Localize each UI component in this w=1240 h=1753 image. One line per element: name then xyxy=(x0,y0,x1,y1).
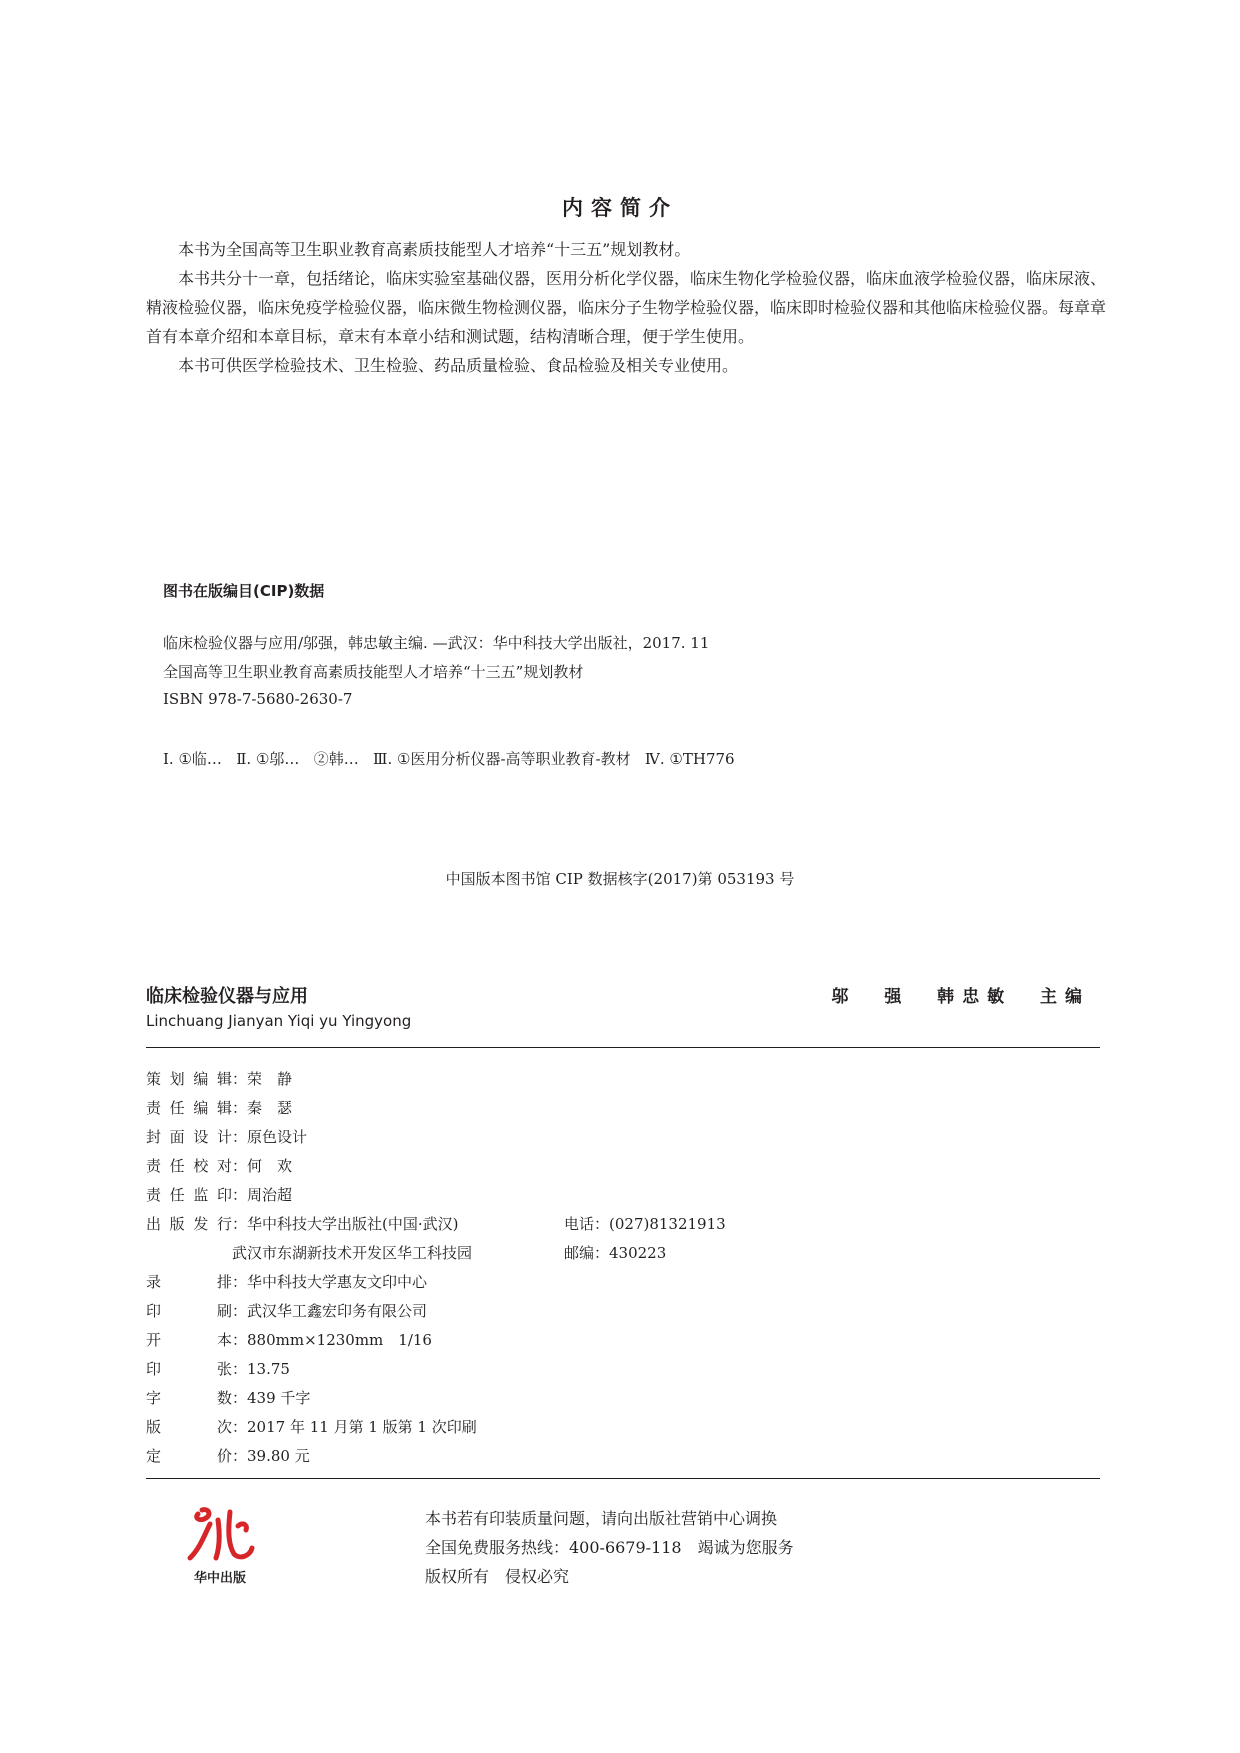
credit-row: 出版发行：华中科技大学出版社(中国·武汉) xyxy=(146,1215,459,1233)
notice-quality: 本书若有印装质量问题，请向出版社营销中心调换 xyxy=(425,1509,778,1528)
credit-label: 录排 xyxy=(146,1273,232,1291)
cip-classification: Ⅰ. ①临… Ⅱ. ①邬… ②韩… Ⅲ. ①医用分析仪器-高等职业教育-教材 Ⅳ. ①TH776 xyxy=(163,750,735,768)
book-title: 临床检验仪器与应用 xyxy=(146,986,308,1007)
credit-row: 责任校对：何 欢 xyxy=(146,1157,293,1175)
credit-value: 华中科技大学出版社(中国·武汉) xyxy=(247,1215,459,1233)
credit-value: 华中科技大学惠友文印中心 xyxy=(247,1273,428,1291)
publisher-logo-text: 华中出版 xyxy=(193,1571,247,1586)
book-pinyin: Linchuang Jianyan Yiqi yu Yingyong xyxy=(146,1012,412,1030)
credit-label: 出版发行 xyxy=(146,1215,232,1233)
cip-isbn: ISBN 978-7-5680-2630-7 xyxy=(163,690,353,708)
credit-label: 责任编辑 xyxy=(146,1099,232,1117)
credit-label: 开本 xyxy=(146,1331,232,1349)
cip-heading: 图书在版编目(CIP)数据 xyxy=(163,582,325,600)
credit-label: 版次 xyxy=(146,1418,232,1436)
credit-label: 印张 xyxy=(146,1360,232,1378)
credit-value: 周治超 xyxy=(247,1186,293,1204)
credit-row: 封面设计：原色设计 xyxy=(146,1128,308,1146)
credit-label: 策划编辑 xyxy=(146,1070,232,1088)
cip-line-2: 全国高等卫生职业教育高素质技能型人才培养“十三五”规划教材 xyxy=(163,663,584,681)
credit-row: 印张：13.75 xyxy=(146,1360,290,1378)
credit-value: 荣 静 xyxy=(247,1070,293,1088)
summary-paragraph-2: 本书共分十一章，包括绪论，临床实验室基础仪器，医用分析化学仪器，临床生物化学检验仪器，临床血液学检验仪器，临床尿液、精液检验仪器，临床免疫学检验仪器，临床微生物检测仪器，临床分子生物学检验仪器，临床即时检验仪器和其他临床检验仪器。每章章首有本章介绍和本章目标，章末有本章小结和测试题，结构清晰合理，便于学生使用。 xyxy=(146,269,1107,346)
credit-address: 武汉市东湖新技术开发区华工科技园 xyxy=(232,1244,473,1262)
book-editors: 邬 强 韩忠敏 主编 xyxy=(831,987,1090,1007)
credit-value: 何 欢 xyxy=(247,1157,293,1175)
credit-row: 印刷：武汉华工鑫宏印务有限公司 xyxy=(146,1302,428,1320)
credit-label: 责任校对 xyxy=(146,1157,232,1175)
divider-top xyxy=(146,1047,1100,1048)
credit-row: 开本：880mm×1230mm 1/16 xyxy=(146,1331,432,1349)
credit-value: 39.80 元 xyxy=(247,1447,310,1465)
credit-label: 封面设计 xyxy=(146,1128,232,1146)
credit-label: 字数 xyxy=(146,1389,232,1407)
cip-line-1: 临床检验仪器与应用/邬强，韩忠敏主编. —武汉：华中科技大学出版社，2017. 11 xyxy=(163,634,710,652)
credit-row: 策划编辑：荣 静 xyxy=(146,1070,293,1088)
credit-row: 责任监印：周治超 xyxy=(146,1186,293,1204)
credit-label: 印刷 xyxy=(146,1302,232,1320)
credit-value: 原色设计 xyxy=(247,1128,308,1146)
credit-value: 439 千字 xyxy=(247,1389,311,1407)
credit-value: 2017 年 11 月第 1 版第 1 次印刷 xyxy=(247,1418,477,1436)
contact-postcode: 邮编：430223 xyxy=(564,1244,667,1262)
publisher-logo xyxy=(180,1500,260,1590)
credit-row: 录排：华中科技大学惠友文印中心 xyxy=(146,1273,428,1291)
credit-label: 定价 xyxy=(146,1447,232,1465)
publisher-logo-icon xyxy=(180,1500,260,1590)
summary-paragraph-1: 本书为全国高等卫生职业教育高素质技能型人才培养“十三五”规划教材。 xyxy=(178,240,691,259)
credit-value: 武汉华工鑫宏印务有限公司 xyxy=(247,1302,428,1320)
notice-hotline: 全国免费服务热线：400-6679-118 竭诚为您服务 xyxy=(425,1538,794,1557)
notice-copyright: 版权所有 侵权必究 xyxy=(425,1567,570,1586)
credit-row: 版次：2017 年 11 月第 1 版第 1 次印刷 xyxy=(146,1418,477,1436)
contact-phone: 电话：(027)81321913 xyxy=(564,1215,726,1233)
summary-paragraph-3: 本书可供医学检验技术、卫生检验、药品质量检验、食品检验及相关专业使用。 xyxy=(178,356,739,375)
credit-value: 秦 瑟 xyxy=(247,1099,293,1117)
credit-value: 13.75 xyxy=(247,1360,290,1378)
summary-title: 内容简介 xyxy=(562,196,678,220)
credit-value: 880mm×1230mm 1/16 xyxy=(247,1331,432,1349)
credit-row: 字数：439 千字 xyxy=(146,1389,311,1407)
divider-bottom xyxy=(146,1478,1100,1479)
cip-verification: 中国版本图书馆 CIP 数据核字(2017)第 053193 号 xyxy=(445,870,795,888)
credit-row: 责任编辑：秦 瑟 xyxy=(146,1099,293,1117)
credit-row: 定价：39.80 元 xyxy=(146,1447,310,1465)
credit-label: 责任监印 xyxy=(146,1186,232,1204)
